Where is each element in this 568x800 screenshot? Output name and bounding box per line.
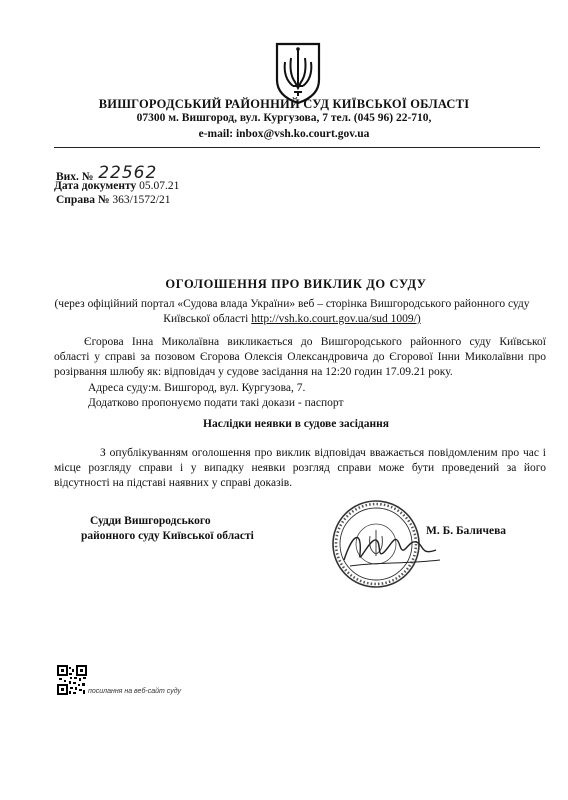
document-date-value: 05.07.21 [139,180,180,192]
case-number [56,194,170,206]
qr-caption: посилання на веб-сайт суду [88,688,181,695]
case-number-label: Справа № [56,194,110,206]
consequences-paragraph-line3: відсутності на підставі наявних у справі доказів. [54,477,293,489]
qr-code-icon[interactable] [57,665,87,695]
judge-name: М. Б. Баличева [426,525,507,537]
outgoing-number-value: 22562 [98,163,158,183]
evidence-request-line: Додатково пропонуємо подати такі докази - паспорт [88,397,344,409]
notice-subtitle-line1: (через офіційний портал «Судова влада України» веб – сторінка Вишгородського районного суду [54,298,530,310]
document-date [54,180,179,192]
judge-title-line1: Судди Вишгородського [90,515,211,527]
summons-paragraph-line1: Єгорова Інна Миколаївна викликається до Вишгородського районного суду Київської [84,336,546,348]
judge-signature [336,520,446,576]
summons-paragraph-line3: розірвання шлюбу як: відповідач у судове засідання на 12:20 годин 17.09.21 року. [54,366,453,378]
consequences-paragraph-line1: З опублікуванням оголошення про виклик відповідач вважається повідомленим про час і [100,447,546,459]
case-number-value: 363/1572/21 [112,194,171,206]
outgoing-number-label: Вих. № [56,171,94,183]
summons-paragraph-line2: області у справі за позовом Єгорова Олексія Олександровича до Єгорової Інни Миколаївни про [54,351,546,363]
notice-subtitle-line2 [0,313,568,325]
consequences-paragraph-line2: місце розгляду справи і у випадку неявки розгляд справи може бути проведений за його [54,462,546,474]
document-date-label: Дата документу [54,180,137,192]
notice-title: ОГОЛОШЕННЯ ПРО ВИКЛИК ДО СУДУ [165,277,427,291]
court-address: 07300 м. Вишгород, вул. Кургузова, 7 тел. (045 96) 22-710, [136,112,432,124]
consequences-heading: Наслідки неявки в судове засідання [203,418,389,430]
header-divider [54,147,540,148]
court-name: ВИШГОРОДСЬКИЙ РАЙОННИЙ СУД КИЇВСЬКОЇ ОБЛАСТІ [98,97,470,111]
notice-subtitle-prefix: Київської області [163,313,249,325]
court-website-link[interactable]: http://vsh.ko.court.gov.ua/sud 1009/) [251,313,421,325]
court-email: e-mail: inbox@vsh.ko.court.gov.ua [198,128,370,140]
court-address-line: Адреса суду:м. Вишгород, вул. Кургузова, 7. [88,382,306,394]
judge-title-line2: районного суду Київської області [81,530,254,542]
